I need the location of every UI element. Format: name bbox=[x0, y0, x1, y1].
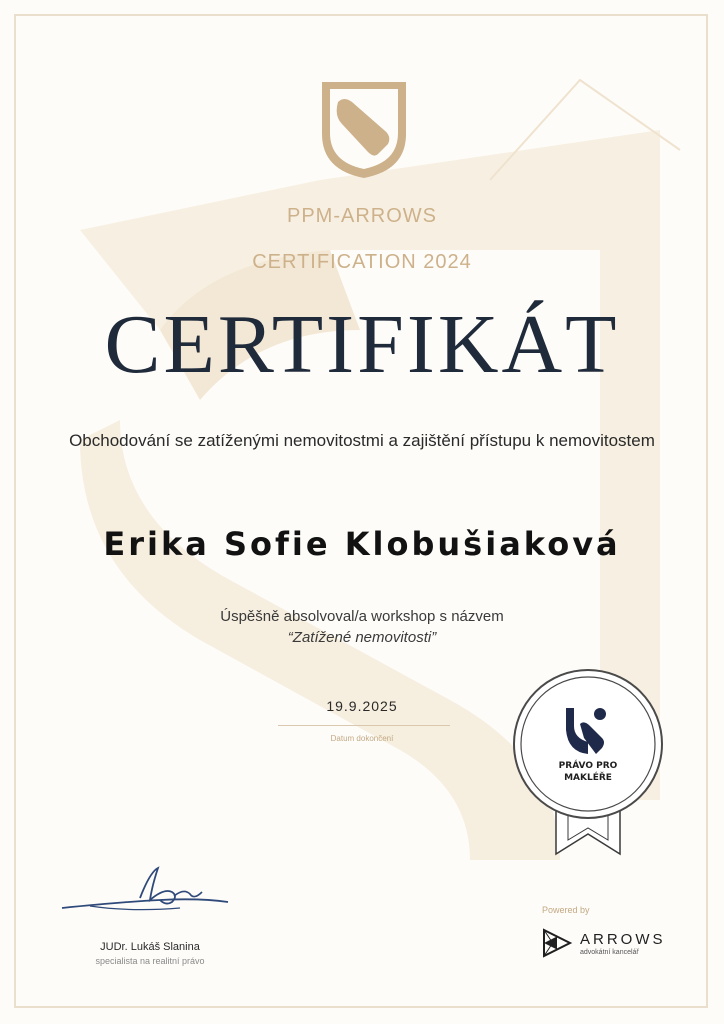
completion-date-label: Datum dokončení bbox=[330, 734, 394, 743]
shield-logo-icon bbox=[318, 78, 410, 180]
completion-date: 19.9.2025 bbox=[326, 698, 398, 714]
certification-year: CERTIFICATION 2024 bbox=[252, 251, 472, 273]
arrows-company-subtitle: advokátní kancelář bbox=[580, 949, 639, 956]
date-divider bbox=[278, 725, 450, 726]
completion-description: Úspěšně absolvoval/a workshop s názvem bbox=[220, 608, 504, 625]
recipient-name: Erika Sofie Klobušiaková bbox=[103, 525, 621, 563]
signatory-name: JUDr. Lukáš Slanina bbox=[100, 941, 200, 953]
arrows-logo-icon bbox=[540, 926, 574, 960]
certificate-title: CERTIFIKÁT bbox=[104, 298, 620, 391]
badge-line1: PRÁVO PRO bbox=[558, 761, 618, 771]
powered-by-label: Powered by bbox=[542, 905, 590, 915]
course-title: Obchodování se zatíženými nemovitostmi a zajištění přístupu k nemovitostem bbox=[69, 431, 655, 450]
organization-name: PPM-ARROWS bbox=[287, 205, 437, 227]
workshop-name: “Zatížené nemovitosti” bbox=[287, 629, 437, 646]
arrows-company-name: ARROWS bbox=[580, 931, 666, 948]
signatory-role: specialista na realitní právo bbox=[95, 956, 205, 966]
badge-line2: MAKLÉŘE bbox=[564, 773, 612, 783]
signature-icon bbox=[60, 862, 230, 922]
badge-icon bbox=[508, 668, 668, 860]
